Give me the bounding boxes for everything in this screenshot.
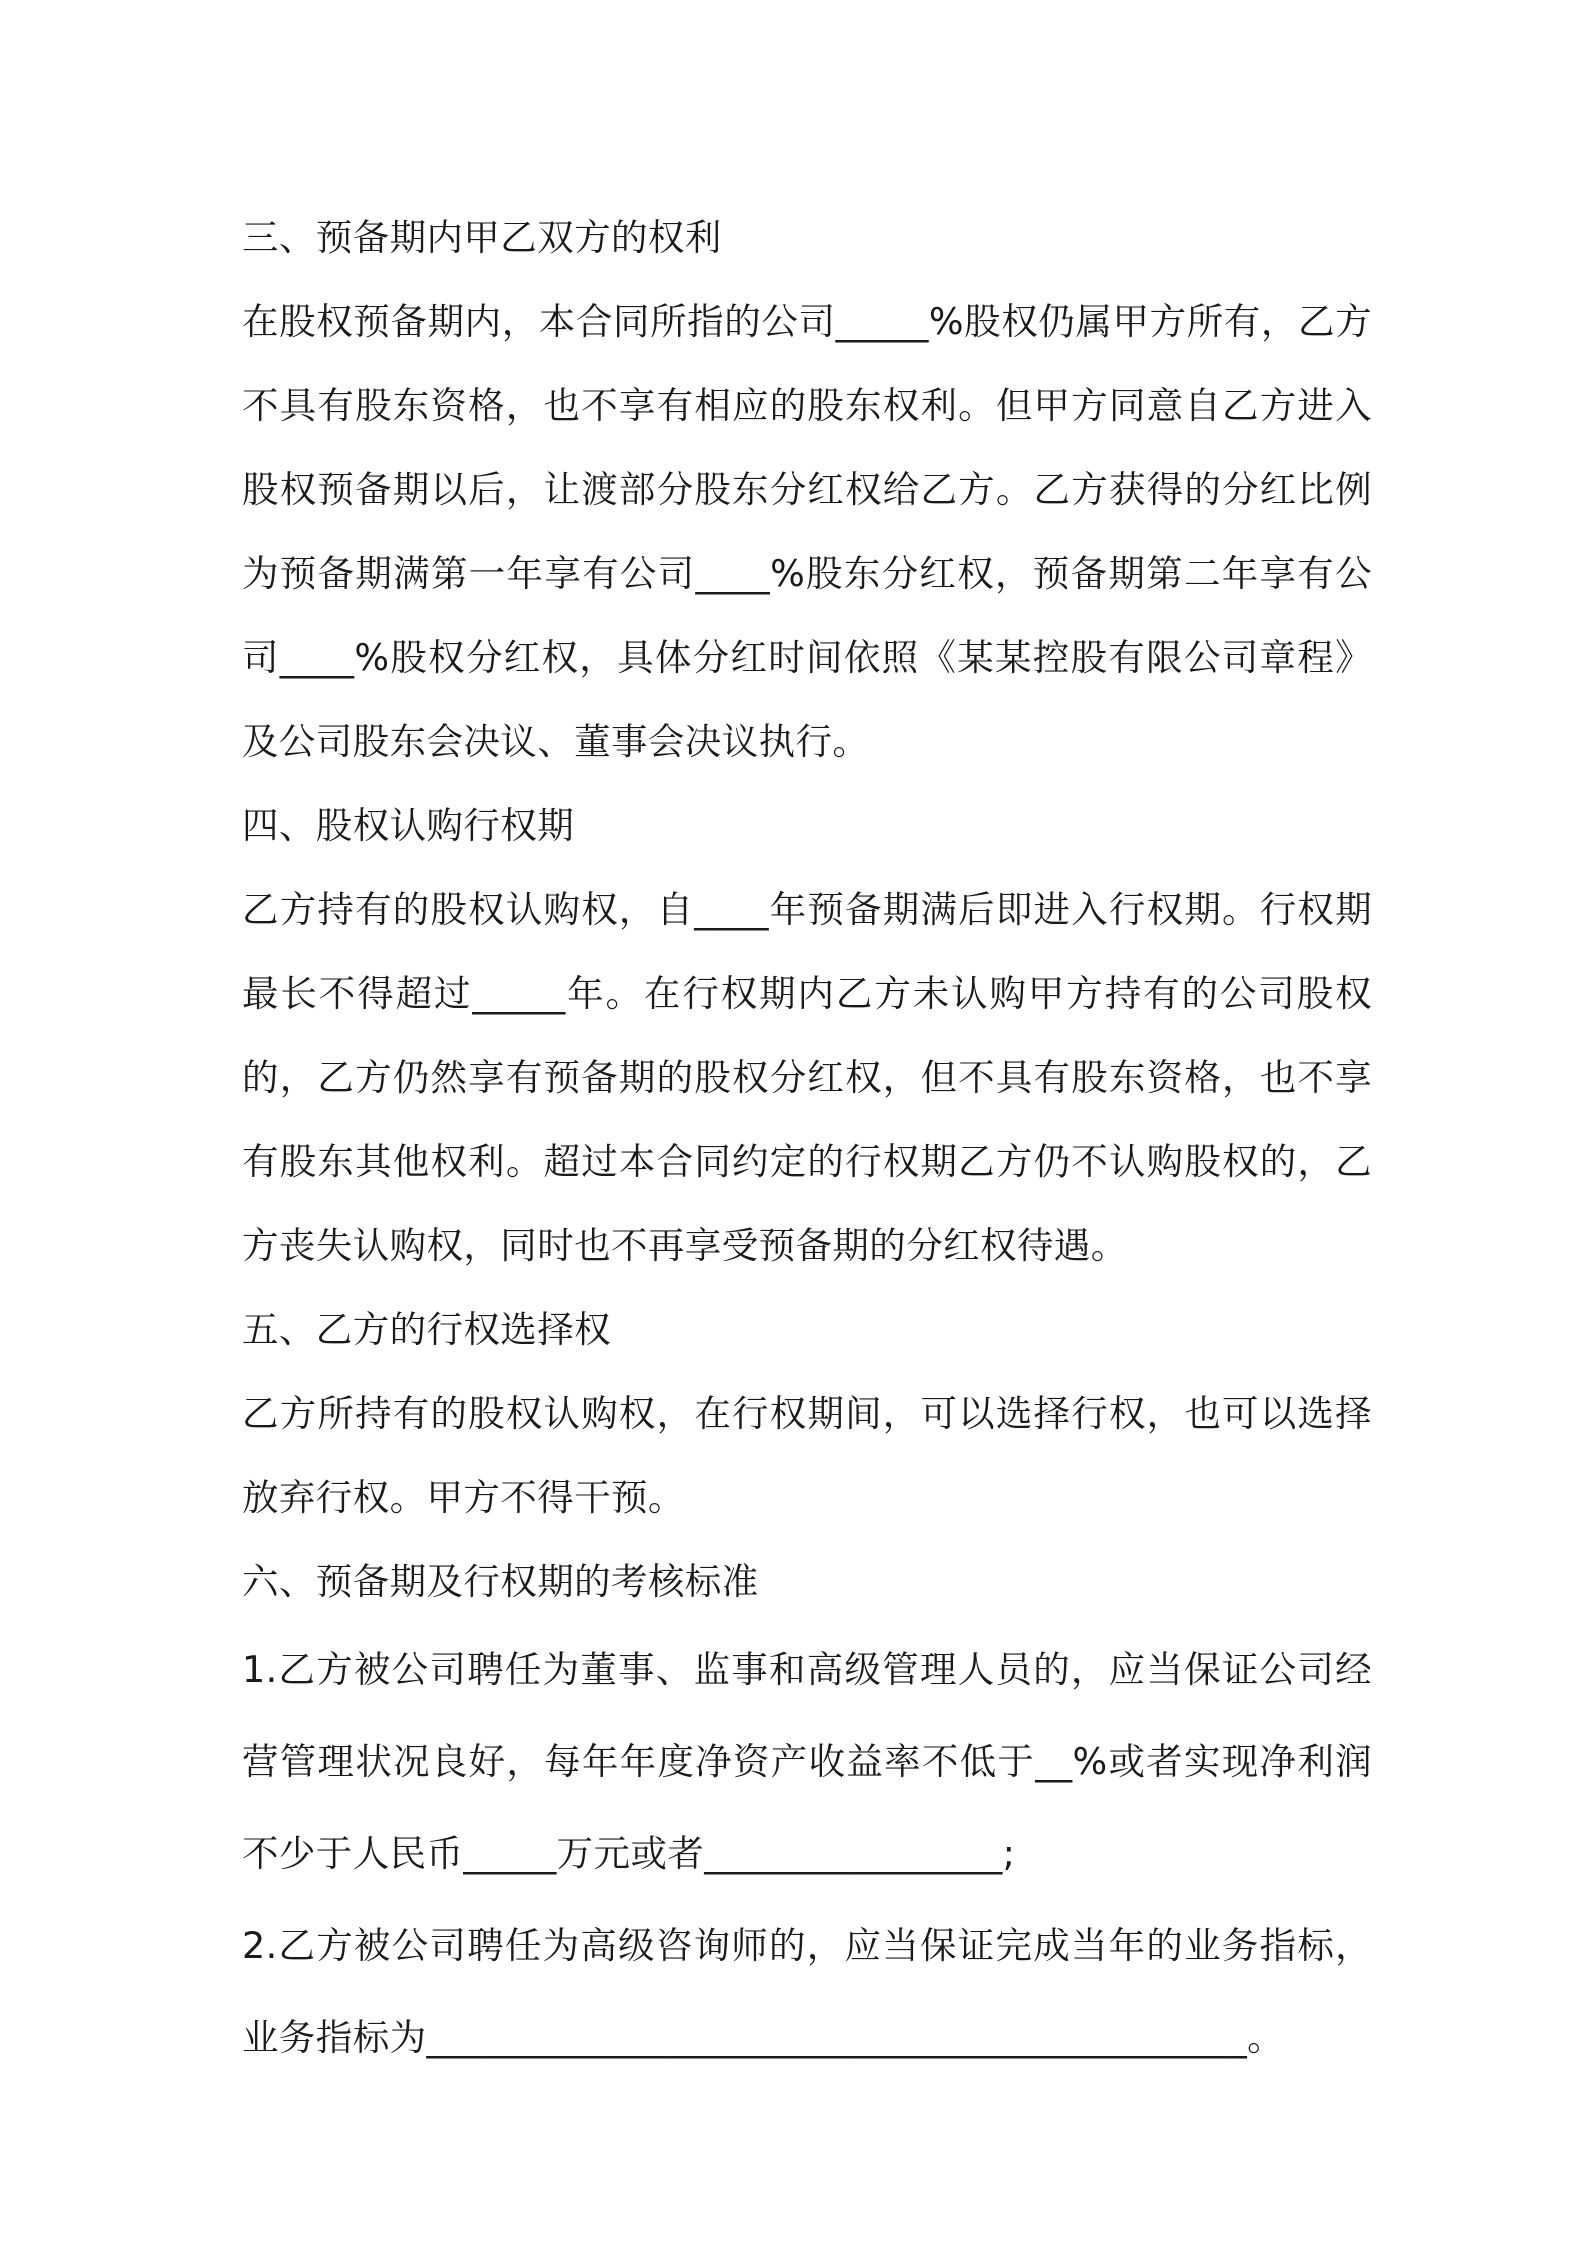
- section-5-paragraph: 乙方所持有的股权认购权，在行权期间，可以选择行权，也可以选择放弃行权。甲方不得干预。: [242, 1392, 1372, 1519]
- section-6-item-1: 1.乙方被公司聘任为董事、监事和高级管理人员的，应当保证公司经营管理状况良好，每年年度净资产收益率不低于__%或者实现净利润不少于人民币_____万元或者________________;: [242, 1648, 1372, 1875]
- section-heading-5: 五、乙方的行权选择权: [242, 1308, 611, 1351]
- section-3-paragraph: 在股权预备期内，本合同所指的公司_____%股权仍属甲方所有，乙方不具有股东资格，也不享有相应的股东权利。但甲方同意自乙方进入股权预备期以后，让渡部分股东分红权给乙方。乙方获得的分红比例为预备期满第一年享有公司____%股东分红权，预备期第二年享有公司____%股权分红权，具体分红时间依照《某某控股有限公司章程》及公司股东会决议、董事会决议执行。: [242, 300, 1372, 763]
- section-heading-3: 三、预备期内甲乙双方的权利: [242, 216, 722, 259]
- document-body: [242, 196, 1372, 2084]
- section-4-paragraph: 乙方持有的股权认购权，自____年预备期满后即进入行权期。行权期最长不得超过_____年。在行权期内乙方未认购甲方持有的公司股权的，乙方仍然享有预备期的股权分红权，但不具有股东资格，也不享有股东其他权利。超过本合同约定的行权期乙方仍不认购股权的，乙方丧失认购权，同时也不再享受预备期的分红权待遇。: [242, 888, 1372, 1267]
- section-heading-4: 四、股权认购行权期: [242, 804, 575, 847]
- section-heading-6: 六、预备期及行权期的考核标准: [242, 1560, 759, 1603]
- section-6-item-2: 2.乙方被公司聘任为高级咨询师的，应当保证完成当年的业务指标，业务指标为____________________________________________。: [242, 1924, 1372, 2059]
